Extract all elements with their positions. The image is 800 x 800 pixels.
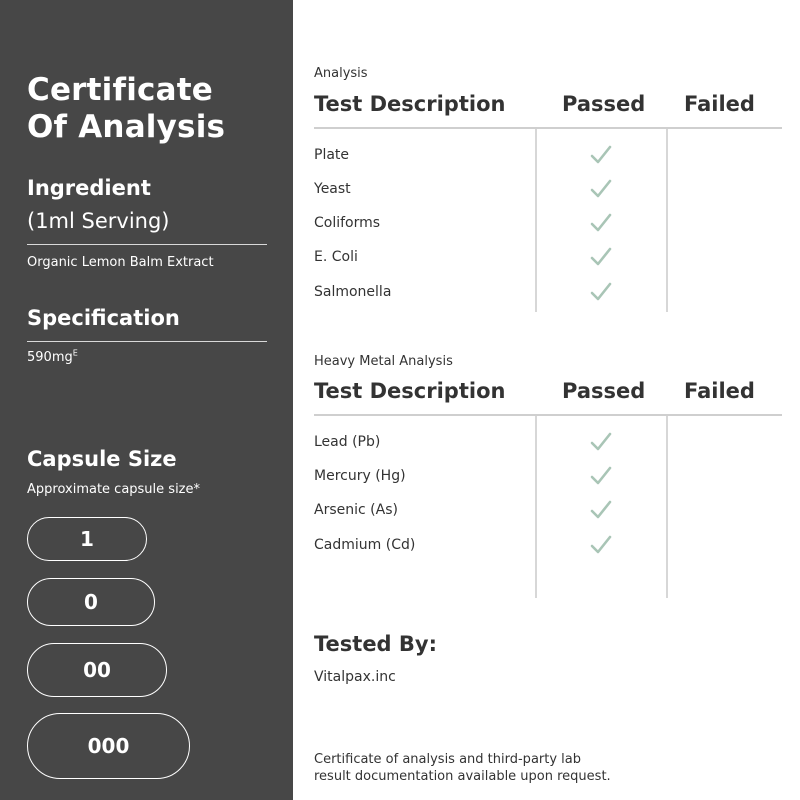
- ingredient-heading-line2: (1ml Serving): [27, 209, 170, 233]
- checkmark-icon: [590, 178, 612, 200]
- capsule-size-1: 1: [27, 517, 147, 561]
- heavy-metal-column-divider-2: [666, 416, 668, 598]
- analysis-row-label: Coliforms: [314, 215, 381, 231]
- ingredient-value: Organic Lemon Balm Extract: [27, 255, 214, 270]
- tested-by-value: Vitalpax.inc: [314, 669, 396, 685]
- analysis-section-label: Analysis: [314, 66, 368, 81]
- heavy-metal-row-label: Mercury (Hg): [314, 468, 406, 484]
- checkmark-icon: [590, 465, 612, 487]
- capsule-size-subtitle: Approximate capsule size*: [27, 482, 200, 497]
- specification-heading: Specification: [27, 304, 267, 342]
- analysis-row-label: Salmonella: [314, 284, 392, 300]
- heavy-metal-section-label: Heavy Metal Analysis: [314, 354, 453, 369]
- heavy-metal-header-divider: [314, 414, 782, 416]
- heavy-metal-row-label: Arsenic (As): [314, 502, 398, 518]
- analysis-row-label: Yeast: [314, 181, 351, 197]
- analysis-header-passed: Passed: [562, 92, 646, 116]
- footnote-line2: result documentation available upon request.: [314, 769, 611, 784]
- heavy-metal-header-failed: Failed: [684, 379, 755, 403]
- certificate-title-line1: Certificate: [27, 72, 213, 108]
- certificate-title: [27, 72, 225, 146]
- checkmark-icon: [590, 281, 612, 303]
- analysis-column-divider-1: [535, 129, 537, 312]
- specification-value: [27, 350, 78, 366]
- analysis-header-description: Test Description: [314, 92, 506, 116]
- checkmark-icon: [590, 431, 612, 453]
- specification-superscript: E: [72, 348, 78, 358]
- checkmark-icon: [590, 534, 612, 556]
- heavy-metal-header-description: Test Description: [314, 379, 506, 403]
- footnote: [314, 751, 734, 785]
- checkmark-icon: [590, 212, 612, 234]
- analysis-column-divider-2: [666, 129, 668, 312]
- capsule-size-00: 00: [27, 643, 167, 697]
- specification-amount: 590mg: [27, 350, 73, 365]
- heavy-metal-row-label: Lead (Pb): [314, 434, 381, 450]
- analysis-row-label: Plate: [314, 147, 350, 163]
- checkmark-icon: [590, 499, 612, 521]
- capsule-size-000: 000: [27, 713, 190, 779]
- heavy-metal-column-divider-1: [535, 416, 537, 598]
- ingredient-heading: [27, 172, 267, 245]
- capsule-size-0: 0: [27, 578, 155, 626]
- left-panel: [0, 0, 293, 800]
- checkmark-icon: [590, 144, 612, 166]
- analysis-header-failed: Failed: [684, 92, 755, 116]
- analysis-header-divider: [314, 127, 782, 129]
- heavy-metal-row-label: Cadmium (Cd): [314, 537, 416, 553]
- ingredient-heading-line1: Ingredient: [27, 176, 151, 200]
- certificate-title-line2: Of Analysis: [27, 109, 226, 145]
- heavy-metal-header-passed: Passed: [562, 379, 646, 403]
- footnote-line1: Certificate of analysis and third-party lab: [314, 752, 582, 767]
- capsule-size-heading: Capsule Size: [27, 447, 177, 471]
- checkmark-icon: [590, 246, 612, 268]
- analysis-row-label: E. Coli: [314, 249, 358, 265]
- tested-by-heading: Tested By:: [314, 632, 437, 656]
